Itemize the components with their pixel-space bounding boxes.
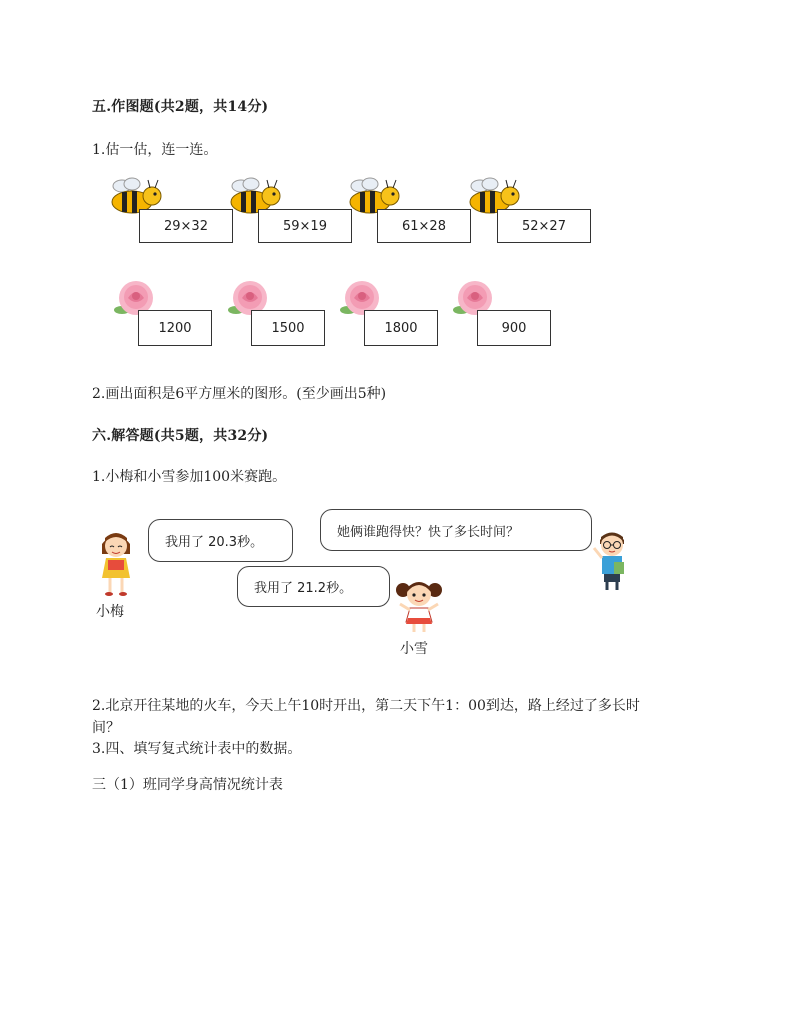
girl-xiaoxue-illustration bbox=[394, 578, 444, 636]
bubble-text: 她俩谁跑得快？快了多长时间？ bbox=[337, 524, 520, 540]
expression-box[interactable]: 59×19 bbox=[258, 209, 352, 243]
section6-title: 六.解答题(共5题，共32分) bbox=[92, 428, 269, 444]
value-box[interactable]: 900 bbox=[477, 310, 551, 346]
expression-box[interactable]: 29×32 bbox=[139, 209, 233, 243]
question-6-2-line1: 2.北京开往某地的火车，今天上午10时开出，第二天下午1：00到达，路上经过了多长时 bbox=[92, 698, 640, 714]
name-xiaomei: 小梅 bbox=[96, 604, 124, 620]
question-5-1: 1.估一估，连一连。 bbox=[92, 142, 218, 158]
question-6-3: 3.四、填写复式统计表中的数据。 bbox=[92, 741, 302, 757]
question-5-2: 2.画出面积是6平方厘米的图形。(至少画出5种) bbox=[92, 386, 387, 402]
bubble-text: 我用了 21.2秒。 bbox=[254, 581, 353, 596]
speech-bubble-xiaomei bbox=[148, 519, 293, 562]
value-box[interactable]: 1500 bbox=[251, 310, 325, 346]
value-box[interactable]: 1800 bbox=[364, 310, 438, 346]
name-xiaoxue: 小雪 bbox=[400, 641, 428, 657]
question-6-2-line2: 间？ bbox=[92, 720, 120, 736]
speech-bubble-xiaoxue bbox=[237, 566, 390, 607]
expression-box[interactable]: 52×27 bbox=[497, 209, 591, 243]
speech-bubble-boy bbox=[320, 509, 592, 551]
expression-box[interactable]: 61×28 bbox=[377, 209, 471, 243]
question-6-1: 1.小梅和小雪参加100米赛跑。 bbox=[92, 469, 287, 485]
table-title: 三（1）班同学身高情况统计表 bbox=[92, 777, 283, 793]
girl-xiaomei-illustration bbox=[96, 528, 136, 598]
section5-title: 五.作图题(共2题，共14分) bbox=[92, 99, 269, 115]
bubble-text: 我用了 20.3秒。 bbox=[165, 535, 264, 550]
boy-illustration bbox=[592, 526, 632, 594]
value-box[interactable]: 1200 bbox=[138, 310, 212, 346]
